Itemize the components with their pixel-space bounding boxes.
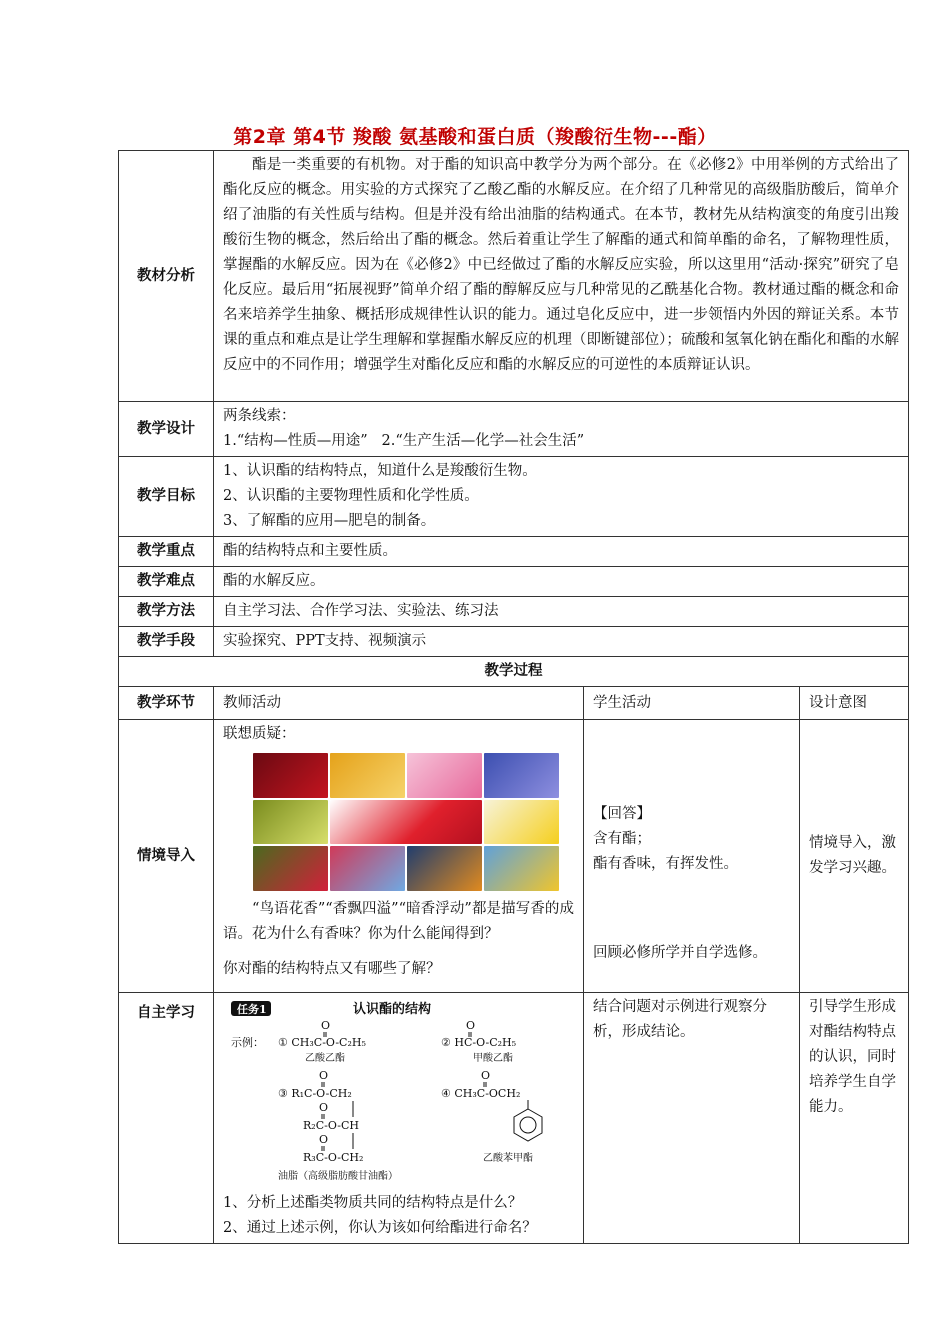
label-difficulty: 教学难点 [119,567,214,597]
difficulty-text: 酯的水解反应。 [214,567,909,597]
photo-lavender [484,753,559,798]
svg-text:O: O [466,1019,476,1032]
row-means [119,627,909,657]
svg-text:O: O [481,1069,491,1082]
design-line-2: 1.“结构—性质—用途” 2.“生产生活—化学—社会生活” [223,433,585,449]
intro-teacher-top: 联想质疑： [223,726,296,742]
col-intent: 设计意图 [800,687,909,720]
row-process-header [119,657,909,687]
label-analysis: 教材分析 [119,151,214,402]
label-design: 教学设计 [119,402,214,457]
svg-text:① CH₃C-O-C₂H₅: ① CH₃C-O-C₂H₅ [278,1036,366,1049]
photo-bananas [484,800,559,845]
means-text: 实验探究、PPT支持、视频演示 [214,627,909,657]
self-study-teacher-cell [214,993,584,1244]
intro-intent-text: 情境导入，激发学习兴趣。 [809,835,896,876]
photo-pink-lilies [407,753,482,798]
design-cell [214,402,909,457]
row-key-point [119,537,909,567]
label-self-study: 自主学习 [119,993,214,1244]
intro-teacher-text: “鸟语花香”“香飘四溢”“暗香浮动”都是描写香的成语。花为什么有香味？你为什么能闻得到？ [223,901,574,942]
task-tag: 任务1 [237,1003,267,1016]
self-study-intent-text: 引导学生形成对酯结构特点的认识，同时培养学生自学能力。 [809,999,896,1115]
photo-strawberries [330,800,482,845]
photo-tulips [484,846,559,891]
label-means: 教学手段 [119,627,214,657]
design-line-1: 两条线索： [223,408,296,424]
intro-intent [800,720,909,993]
self-study-intent [800,993,909,1244]
col-stage: 教学环节 [119,687,214,720]
document-title: 第2章 第4节 羧酸 氨基酸和蛋白质（羧酸衍生物---酯） [233,126,717,148]
ester-structure-diagram [223,999,575,1189]
method-text: 自主学习法、合作学习法、实验法、练习法 [214,597,909,627]
photo-wildflowers [407,846,482,891]
svg-text:④ CH₃C-OCH₂: ④ CH₃C-OCH₂ [441,1087,521,1100]
row-analysis [119,151,909,402]
svg-text:③ R₁C-O-CH₂: ③ R₁C-O-CH₂ [278,1087,352,1100]
label-method: 教学方法 [119,597,214,627]
task-title: 认识酯的结构 [353,1002,432,1017]
goals-cell [214,457,909,537]
ester-structures [223,999,574,1189]
process-header: 教学过程 [119,657,909,687]
ester-1-name: 乙酸乙酯 [305,1053,345,1064]
self-study-question-1: 1、分析上述酯类物质共同的结构特点是什么？ [223,1195,523,1211]
self-study-student [584,993,800,1244]
col-teacher: 教师活动 [214,687,584,720]
svg-text:O: O [319,1069,329,1082]
ester-3-name: 油脂（高级脂肪酸甘油酯） [278,1171,398,1182]
self-study-question-2: 2、通过上述示例，你认为该如何给酯进行命名？ [223,1220,537,1236]
intro-student-review: 回顾必修所学并自学选修。 [593,945,767,961]
example-label: 示例： [231,1036,264,1049]
intro-student-cell [584,720,800,993]
lesson-plan-table [118,150,909,1244]
analysis-text: 酯是一类重要的有机物。对于酯的知识高中教学分为两个部分。在《必修2》中用举例的方式给出了酯化反应的概念。用实验的方式探究了乙酸乙酯的水解反应。在介绍了几种常见的高级脂肪酸后，简单介绍了油脂的有关性质与结构。但是并没有给出油脂的结构通式。在本节，教材先从结构演变的角度引出羧酸衍生物的概念，然后给出了酯的概念。然后着重让学生了解酯的通式和简单酯的命名，了解物理性质，掌握酯的水解反应。因为在《必修2》中已经做过了酯的水解反应实验，所以这里用“活动·探究”研究了皂化反应。最后用“拓展视野”简单介绍了酯的醇解反应与几种常见的乙酰基化合物。教材通过酯的概念和命名来培养学生抽象、概括形成规律性认识的能力。通过皂化反应中，进一步领悟内外因的辩证关系。本节课的重点和难点是让学生理解和掌握酯水解反应的机理（即断键部位）；硫酸和氢氧化钠在酯化和酯的水解反应中的不同作用；增强学生对酯化反应和酯的水解反应的可逆性的本质辩证认识。 [214,151,909,402]
row-difficulty [119,567,909,597]
label-key-point: 教学重点 [119,537,214,567]
self-study-student-text: 结合问题对示例进行观察分析，形成结论。 [593,999,767,1040]
svg-text:O: O [321,1019,331,1032]
row-intro [119,720,909,993]
fragrance-photo-collage [253,753,559,891]
svg-text:② HC-O-C₂H₅: ② HC-O-C₂H₅ [441,1036,517,1049]
goal-item-1: 1、认识酯的结构特点，知道什么是羧酸衍生物。 [223,463,537,479]
ester-4-name: 乙酸苯甲酯 [483,1153,533,1164]
label-intro: 情境导入 [119,720,214,993]
row-goals [119,457,909,537]
ester-2-name: 甲酸乙酯 [473,1053,513,1064]
row-self-study [119,993,909,1244]
col-student: 学生活动 [584,687,800,720]
goal-item-2: 2、认识酯的主要物理性质和化学性质。 [223,488,479,504]
svg-text:R₂C-O-CH: R₂C-O-CH [303,1119,359,1132]
photo-red-flowers [253,846,328,891]
photo-red-roses [253,753,328,798]
intro-student-answer-tag: 【回答】 [593,806,651,822]
photo-pears [253,800,328,845]
intro-teacher-question: 你对酯的结构特点又有哪些了解？ [223,961,441,977]
svg-text:R₃C-O-CH₂: R₃C-O-CH₂ [303,1151,364,1164]
svg-text:O: O [319,1133,329,1146]
intro-student-answer-2: 酯有香味，有挥发性。 [593,856,738,872]
intro-teacher-cell [214,720,584,993]
photo-plum-blossom [330,846,405,891]
key-point-text: 酯的结构特点和主要性质。 [214,537,909,567]
photo-honey-jar [330,753,405,798]
row-design [119,402,909,457]
svg-text:O: O [319,1101,329,1114]
label-goals: 教学目标 [119,457,214,537]
intro-student-answer-1: 含有酯； [593,831,651,847]
row-process-columns [119,687,909,720]
goal-item-3: 3、了解酯的应用—肥皂的制备。 [223,513,436,529]
row-method [119,597,909,627]
